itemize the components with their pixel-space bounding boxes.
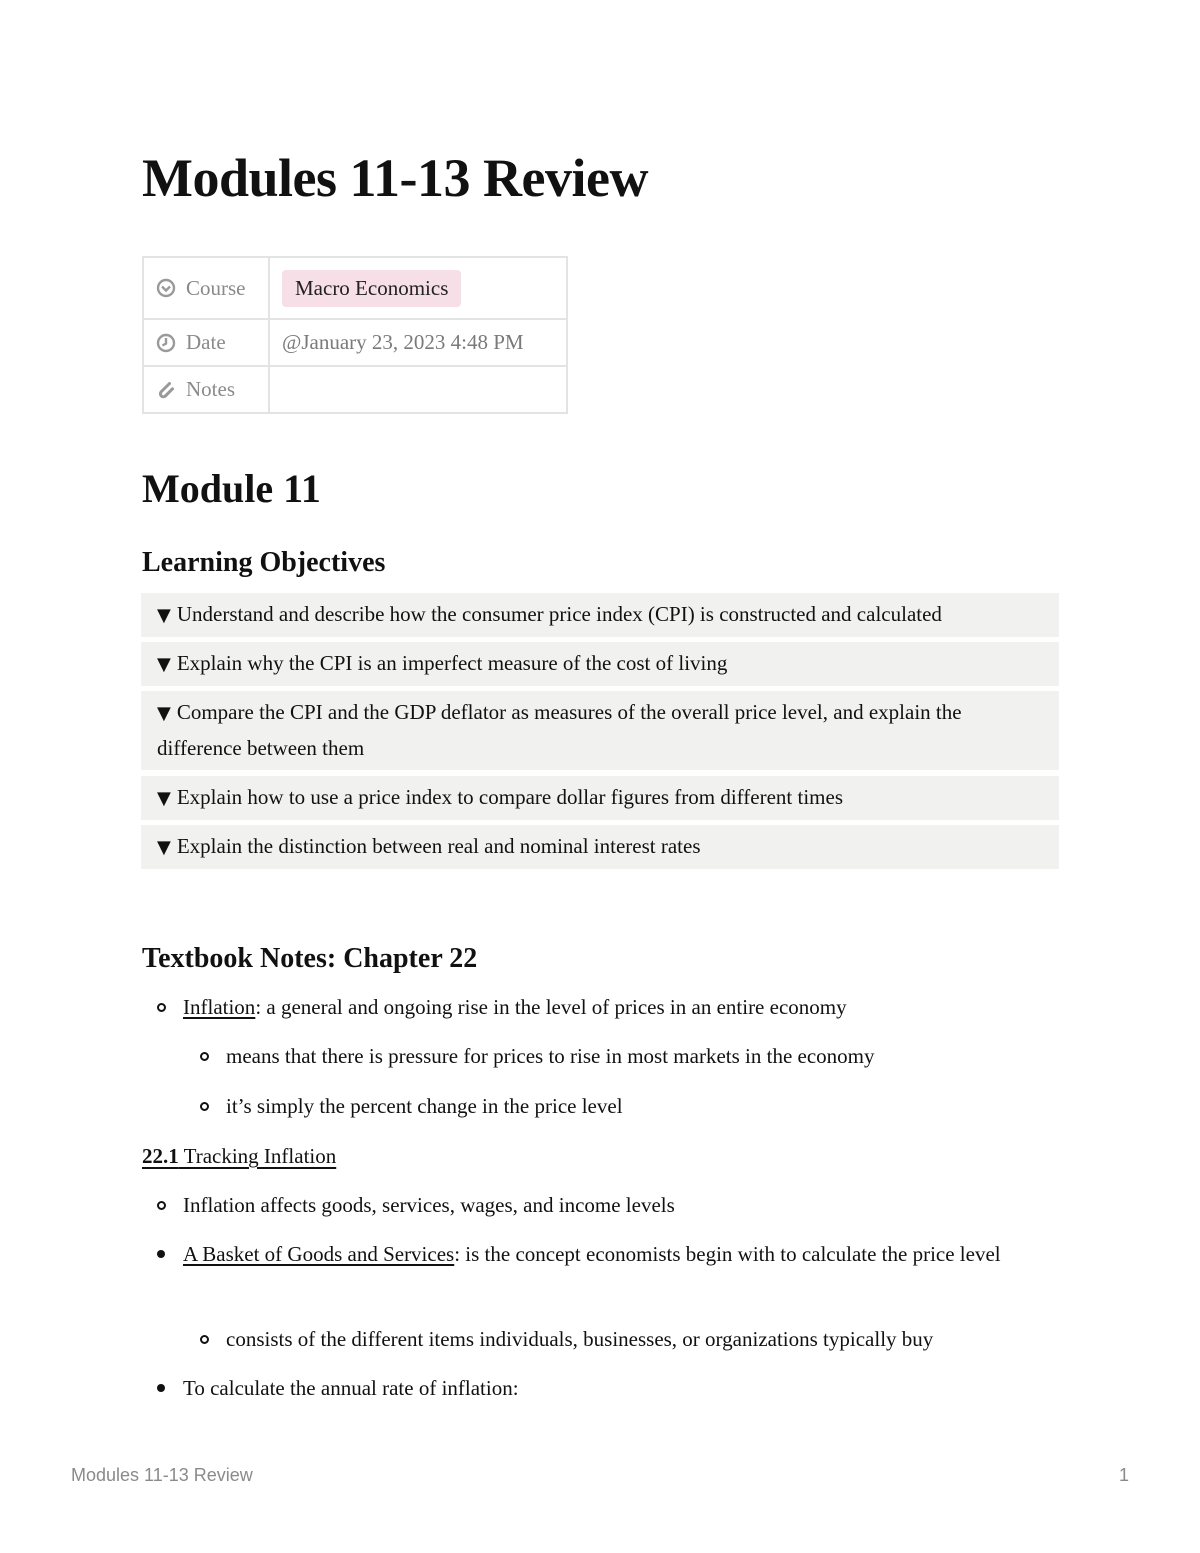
objective-toggle[interactable] — [141, 691, 1059, 770]
objective-toggle[interactable] — [141, 642, 1059, 686]
property-row-course — [143, 257, 567, 319]
page-title: Modules 11-13 Review — [142, 148, 648, 208]
toggle-triangle-icon[interactable]: ▼ — [157, 837, 171, 858]
list-item-text: To calculate the annual rate of inflation: — [183, 1376, 519, 1400]
definition: : a general and ongoing rise in the level of prices in an entire economy — [255, 995, 847, 1019]
section-title: Tracking Inflation — [178, 1144, 337, 1168]
bullet-icon — [200, 1335, 209, 1344]
page-number: 1 — [1119, 1465, 1130, 1485]
list-item — [226, 1322, 933, 1357]
bullet-icon — [157, 1384, 165, 1392]
list-item-text: it’s simply the percent change in the price level — [226, 1094, 623, 1118]
section-heading — [142, 1139, 336, 1174]
list-item — [183, 1237, 1059, 1272]
property-key: Notes — [186, 377, 235, 401]
list-item — [226, 1089, 623, 1124]
toggle-triangle-icon[interactable]: ▼ — [157, 703, 171, 724]
clock-icon — [156, 333, 176, 353]
list-item — [226, 1039, 875, 1074]
list-item — [183, 1188, 675, 1223]
bullet-icon — [200, 1102, 209, 1111]
bullet-icon — [157, 1201, 166, 1210]
objective-text: Compare the CPI and the GDP deflator as measures of the overall price level, and explain the difference between them — [157, 700, 962, 760]
list-item-text: means that there is pressure for prices to rise in most markets in the economy — [226, 1044, 875, 1068]
notes-heading: Textbook Notes: Chapter 22 — [142, 943, 478, 974]
properties-table — [142, 256, 568, 414]
bullet-icon — [200, 1052, 209, 1061]
toggle-triangle-icon[interactable]: ▼ — [157, 605, 171, 626]
notes-value[interactable] — [269, 366, 567, 413]
module-heading: Module 11 — [142, 466, 321, 511]
footer-title: Modules 11-13 Review — [71, 1465, 253, 1485]
objective-text: Explain why the CPI is an imperfect measure of the cost of living — [176, 651, 728, 675]
toggle-triangle-icon[interactable]: ▼ — [157, 788, 171, 809]
toggle-triangle-icon[interactable]: ▼ — [157, 654, 171, 675]
course-tag[interactable]: Macro Economics — [282, 270, 461, 307]
term-basket: A Basket of Goods and Services — [183, 1242, 455, 1266]
list-item — [183, 1371, 519, 1406]
objective-text: Explain the distinction between real and nominal interest rates — [176, 834, 701, 858]
paperclip-icon — [156, 380, 176, 400]
objective-text: Understand and describe how the consumer price index (CPI) is constructed and calculated — [176, 602, 942, 626]
property-key: Date — [186, 330, 226, 354]
list-item-text: consists of the different items individuals, businesses, or organizations typically buy — [226, 1327, 934, 1351]
term-inflation: Inflation — [183, 995, 256, 1019]
definition: : is the concept economists begin with to calculate the price level — [454, 1242, 1001, 1266]
objectives-heading: Learning Objectives — [142, 547, 386, 578]
objective-toggle[interactable] — [141, 776, 1059, 820]
objective-toggle[interactable] — [141, 593, 1059, 637]
objective-toggle[interactable] — [141, 825, 1059, 869]
date-value[interactable]: @January 23, 2023 4:48 PM — [269, 319, 567, 366]
select-icon — [156, 278, 176, 298]
list-item — [183, 990, 847, 1025]
property-row-notes — [143, 366, 567, 413]
property-key: Course — [186, 275, 246, 300]
bullet-icon — [157, 1250, 165, 1258]
bullet-icon — [157, 1003, 166, 1012]
list-item-text: Inflation affects goods, services, wages, and income levels — [183, 1193, 675, 1217]
property-row-date — [143, 319, 567, 366]
objective-text: Explain how to use a price index to compare dollar figures from different times — [176, 785, 843, 809]
section-number: 22.1 — [142, 1144, 179, 1168]
